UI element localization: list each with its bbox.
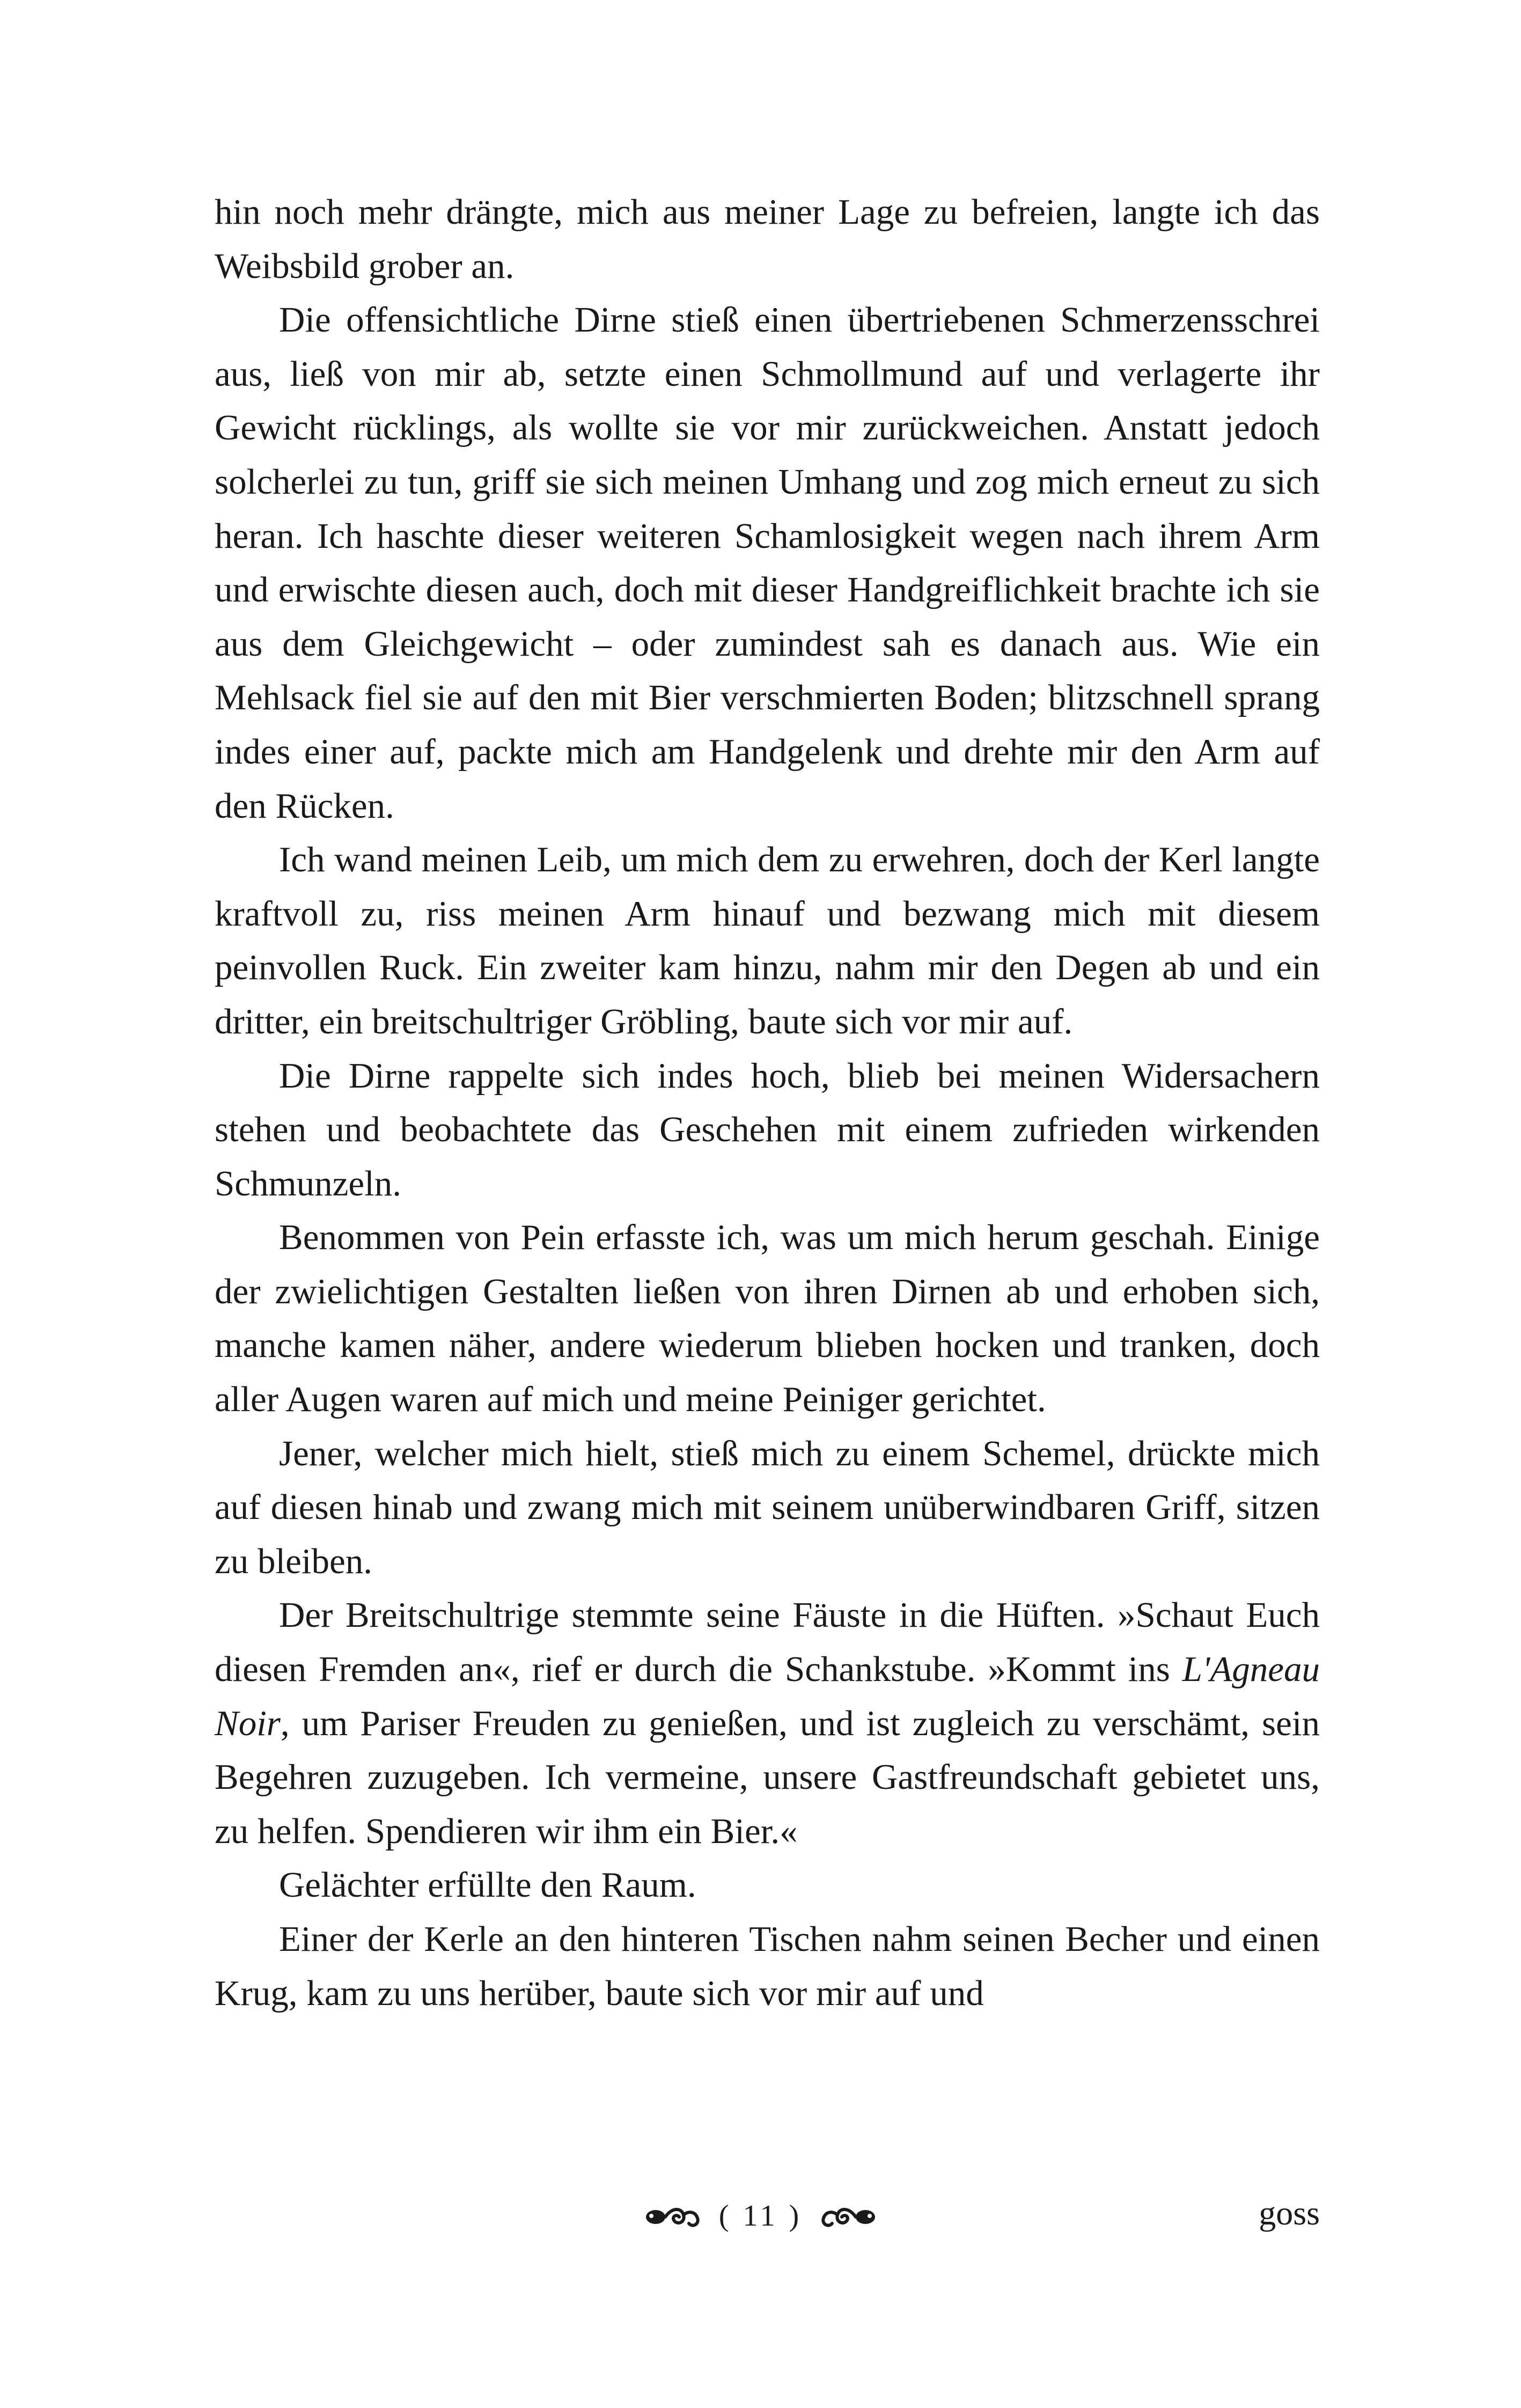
page-footer xyxy=(0,2186,1521,2240)
paragraph-1: hin noch mehr drängte, mich aus meiner Lage zu befreien, langte ich das Weibsbild grober an. xyxy=(215,192,1320,286)
inn-name: L'Agneau Noir xyxy=(215,1649,1320,1743)
fleuron-right-icon xyxy=(818,2200,877,2232)
paragraph-3: Ich wand meinen Leib, um mich dem zu erwehren, doch der Kerl langte kraftvoll zu, riss meinen Arm hinauf und bezwang mich mit diesem peinvollen Ruck. Ein zweiter kam hinzu, nahm mir den Degen ab und ein dritter, ein breitschultriger Gröbling, baute sich vor mir auf. xyxy=(215,840,1320,1041)
paragraph-7-after: , um Pariser Freuden zu genießen, und ist zugleich zu verschämt, sein Begehren zuzugeben. Ich vermeine, unsere Gastfreundschaft gebietet uns, zu helfen. Spendieren wir ihm ein Bier.« xyxy=(215,1703,1320,1851)
paragraph-4: Die Dirne rappelte sich indes hoch, blieb bei meinen Widersachern stehen und beobachtete das Geschehen mit einem zufrieden wirkenden Schmunzeln. xyxy=(215,1055,1320,1203)
author-name: goss xyxy=(1259,2194,1320,2232)
body-text xyxy=(215,185,1320,2020)
paragraph-5: Benommen von Pein erfasste ich, was um mich herum geschah. Einige der zwielichtigen Gestalten ließen von ihren Dirnen ab und erhoben sich, manche kamen näher, andere wiederum blieben hocken und tranken, doch aller Augen waren auf mich und meine Peiniger gerichtet. xyxy=(215,1217,1320,1420)
paragraph-7 xyxy=(215,1588,1320,1858)
fleuron-left-icon xyxy=(644,2200,703,2232)
paragraph-7-before: Der Breitschultrige stemmte seine Fäuste in die Hüften. »Schaut Euch diesen Fremden an«, rief er durch die Schankstube. »Kommt ins xyxy=(215,1595,1320,1690)
page-number: ( 11 ) xyxy=(718,2199,803,2233)
paragraph-9: Einer der Kerle an den hinteren Tischen nahm seinen Becher und einen Krug, kam zu uns herüber, baute sich vor mir auf und xyxy=(215,1919,1320,2013)
paragraph-6: Jener, welcher mich hielt, stieß mich zu einem Schemel, drückte mich auf diesen hinab und zwang mich mit seinem unüberwindbaren Griff, sitzen zu bleiben. xyxy=(215,1433,1320,1581)
paragraph-8: Gelächter erfüllte den Raum. xyxy=(279,1865,696,1905)
paragraph-2: Die offensichtliche Dirne stieß einen übertriebenen Schmerzensschrei aus, ließ von mir ab, setzte einen Schmollmund auf und verlagerte ihr Gewicht rücklings, als wollte sie vor mir zurückweichen. Anstatt jedoch solcherlei zu tun, griff sie sich meinen Umhang und zog mich erneut zu sich heran. Ich haschte dieser weiteren Schamlosigkeit wegen nach ihrem Arm und erwischte diesen auch, doch mit dieser Handgreiflichkeit brachte ich sie aus dem Gleichgewicht – oder zumindest sah es danach aus. Wie ein Mehlsack fiel sie auf den mit Bier verschmierten Boden; blitzschnell sprang indes einer auf, packte mich am Handgelenk und drehte mir den Arm auf den Rücken. xyxy=(215,300,1320,826)
